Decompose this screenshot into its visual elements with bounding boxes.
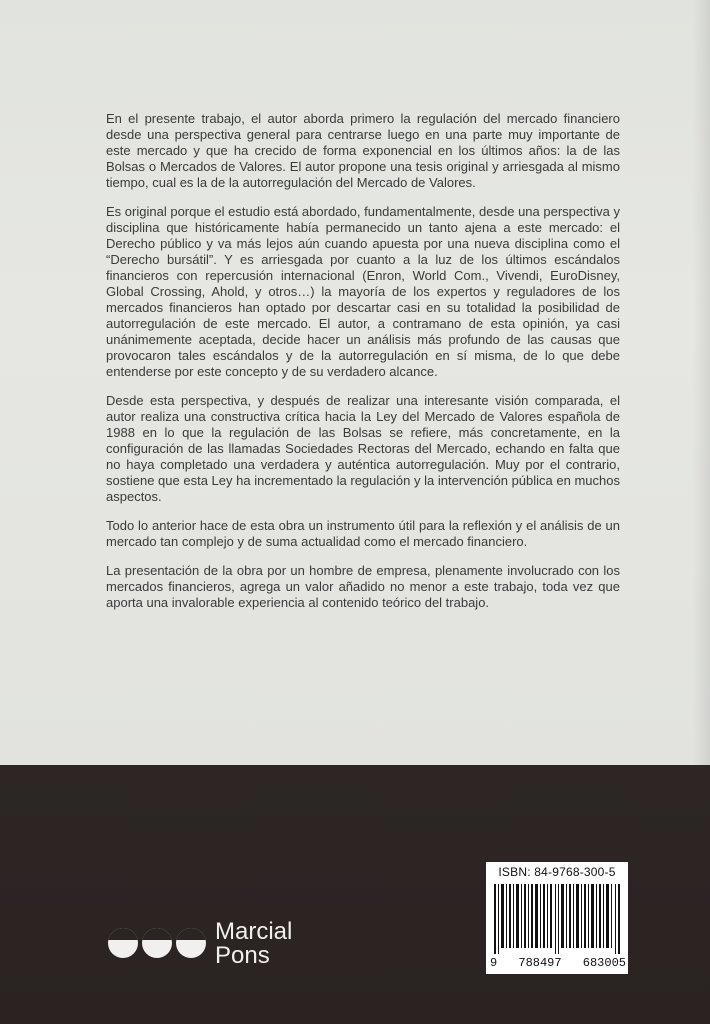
- isbn-digits: [490, 956, 626, 970]
- isbn-barcode-panel: [486, 862, 628, 974]
- publisher-name-line1: Marcial: [215, 918, 293, 945]
- blurb-paragraph: Desde esta perspectiva, y después de realizar una interesante visión comparada, el autor realiza una constructiva crítica hacia la Ley del Mercado de Valores española de 1988 en lo que la regulación de las Bolsas se refiere, más concretamente, en la configuración de las llamadas Sociedades Rectoras del Mercado, echando en falta que no haya completado una verdadera y auténtica autorregulación. Muy por el contrario, sostiene que esta Ley ha incrementado la regulación y la intervención pública en muchos aspectos.: [106, 393, 620, 504]
- publisher-logo: [108, 920, 328, 980]
- blurb-paragraph: Es original porque el estudio está abordado, fundamentalmente, desde una perspectiva y disciplina que históricamente había permanecido un tanto ajena a este mercado: el Derecho público y va más lejos aún cuando apuesta por una nueva disciplina como el “Derecho bursátil”. Y es arriesgada por cuanto a la luz de los últimos escándalos financieros con repercusión internacional (Enron, World Com., Vivendi, EuroDisney, Global Crossing, Ahold, y otros…) la mayoría de los expertos y reguladores de los mercados financieros han optado por descartar casi en su totalidad la posibilidad de autorregulación de este mercado. El autor, a contramano de esta opinión, ya casi unánimemente aceptada, decide hacer un análisis más profundo de las causas que provocaron tales escándalos y de la autorregulación en sí misma, de lo que debe entenderse por este concepto y de su verdadero alcance.: [106, 204, 620, 379]
- isbn-label: ISBN: 84-9768-300-5: [498, 865, 616, 879]
- isbn-digit-group-2: 683005: [582, 956, 626, 970]
- logo-circle: [108, 928, 138, 958]
- blurb-paragraph: Todo lo anterior hace de esta obra un instrumento útil para la reflexión y el análisis de un mercado tan complejo y de suma actualidad como el mercado financiero.: [106, 518, 620, 549]
- publisher-name-line2: Pons: [215, 942, 270, 969]
- blurb-paragraph: La presentación de la obra por un hombre de empresa, plenamente involucrado con los mercados financieros, agrega un valor añadido no menor a este trabajo, toda vez que aporta una invalorable experiencia al contenido teórico del trabajo.: [106, 563, 620, 610]
- back-cover-blurb: [106, 111, 620, 624]
- publisher-name: [215, 920, 292, 968]
- logo-circle: [176, 928, 206, 958]
- isbn-digit-prefix: 9: [490, 956, 498, 970]
- logo-circle: [142, 928, 172, 958]
- barcode-icon: [494, 884, 620, 954]
- isbn-digit-group-1: 788497: [518, 956, 562, 970]
- three-circles-logo-icon: [108, 928, 206, 958]
- blurb-paragraph: En el presente trabajo, el autor aborda primero la regulación del mercado financiero desde una perspectiva general para centrarse luego en una parte muy importante de este mercado y que ha crecido de forma exponencial en los últimos años: la de las Bolsas o Mercados de Valores. El autor propone una tesis original y arriesgada al mismo tiempo, cual es la de la autorregulación del Mercado de Valores.: [106, 111, 620, 190]
